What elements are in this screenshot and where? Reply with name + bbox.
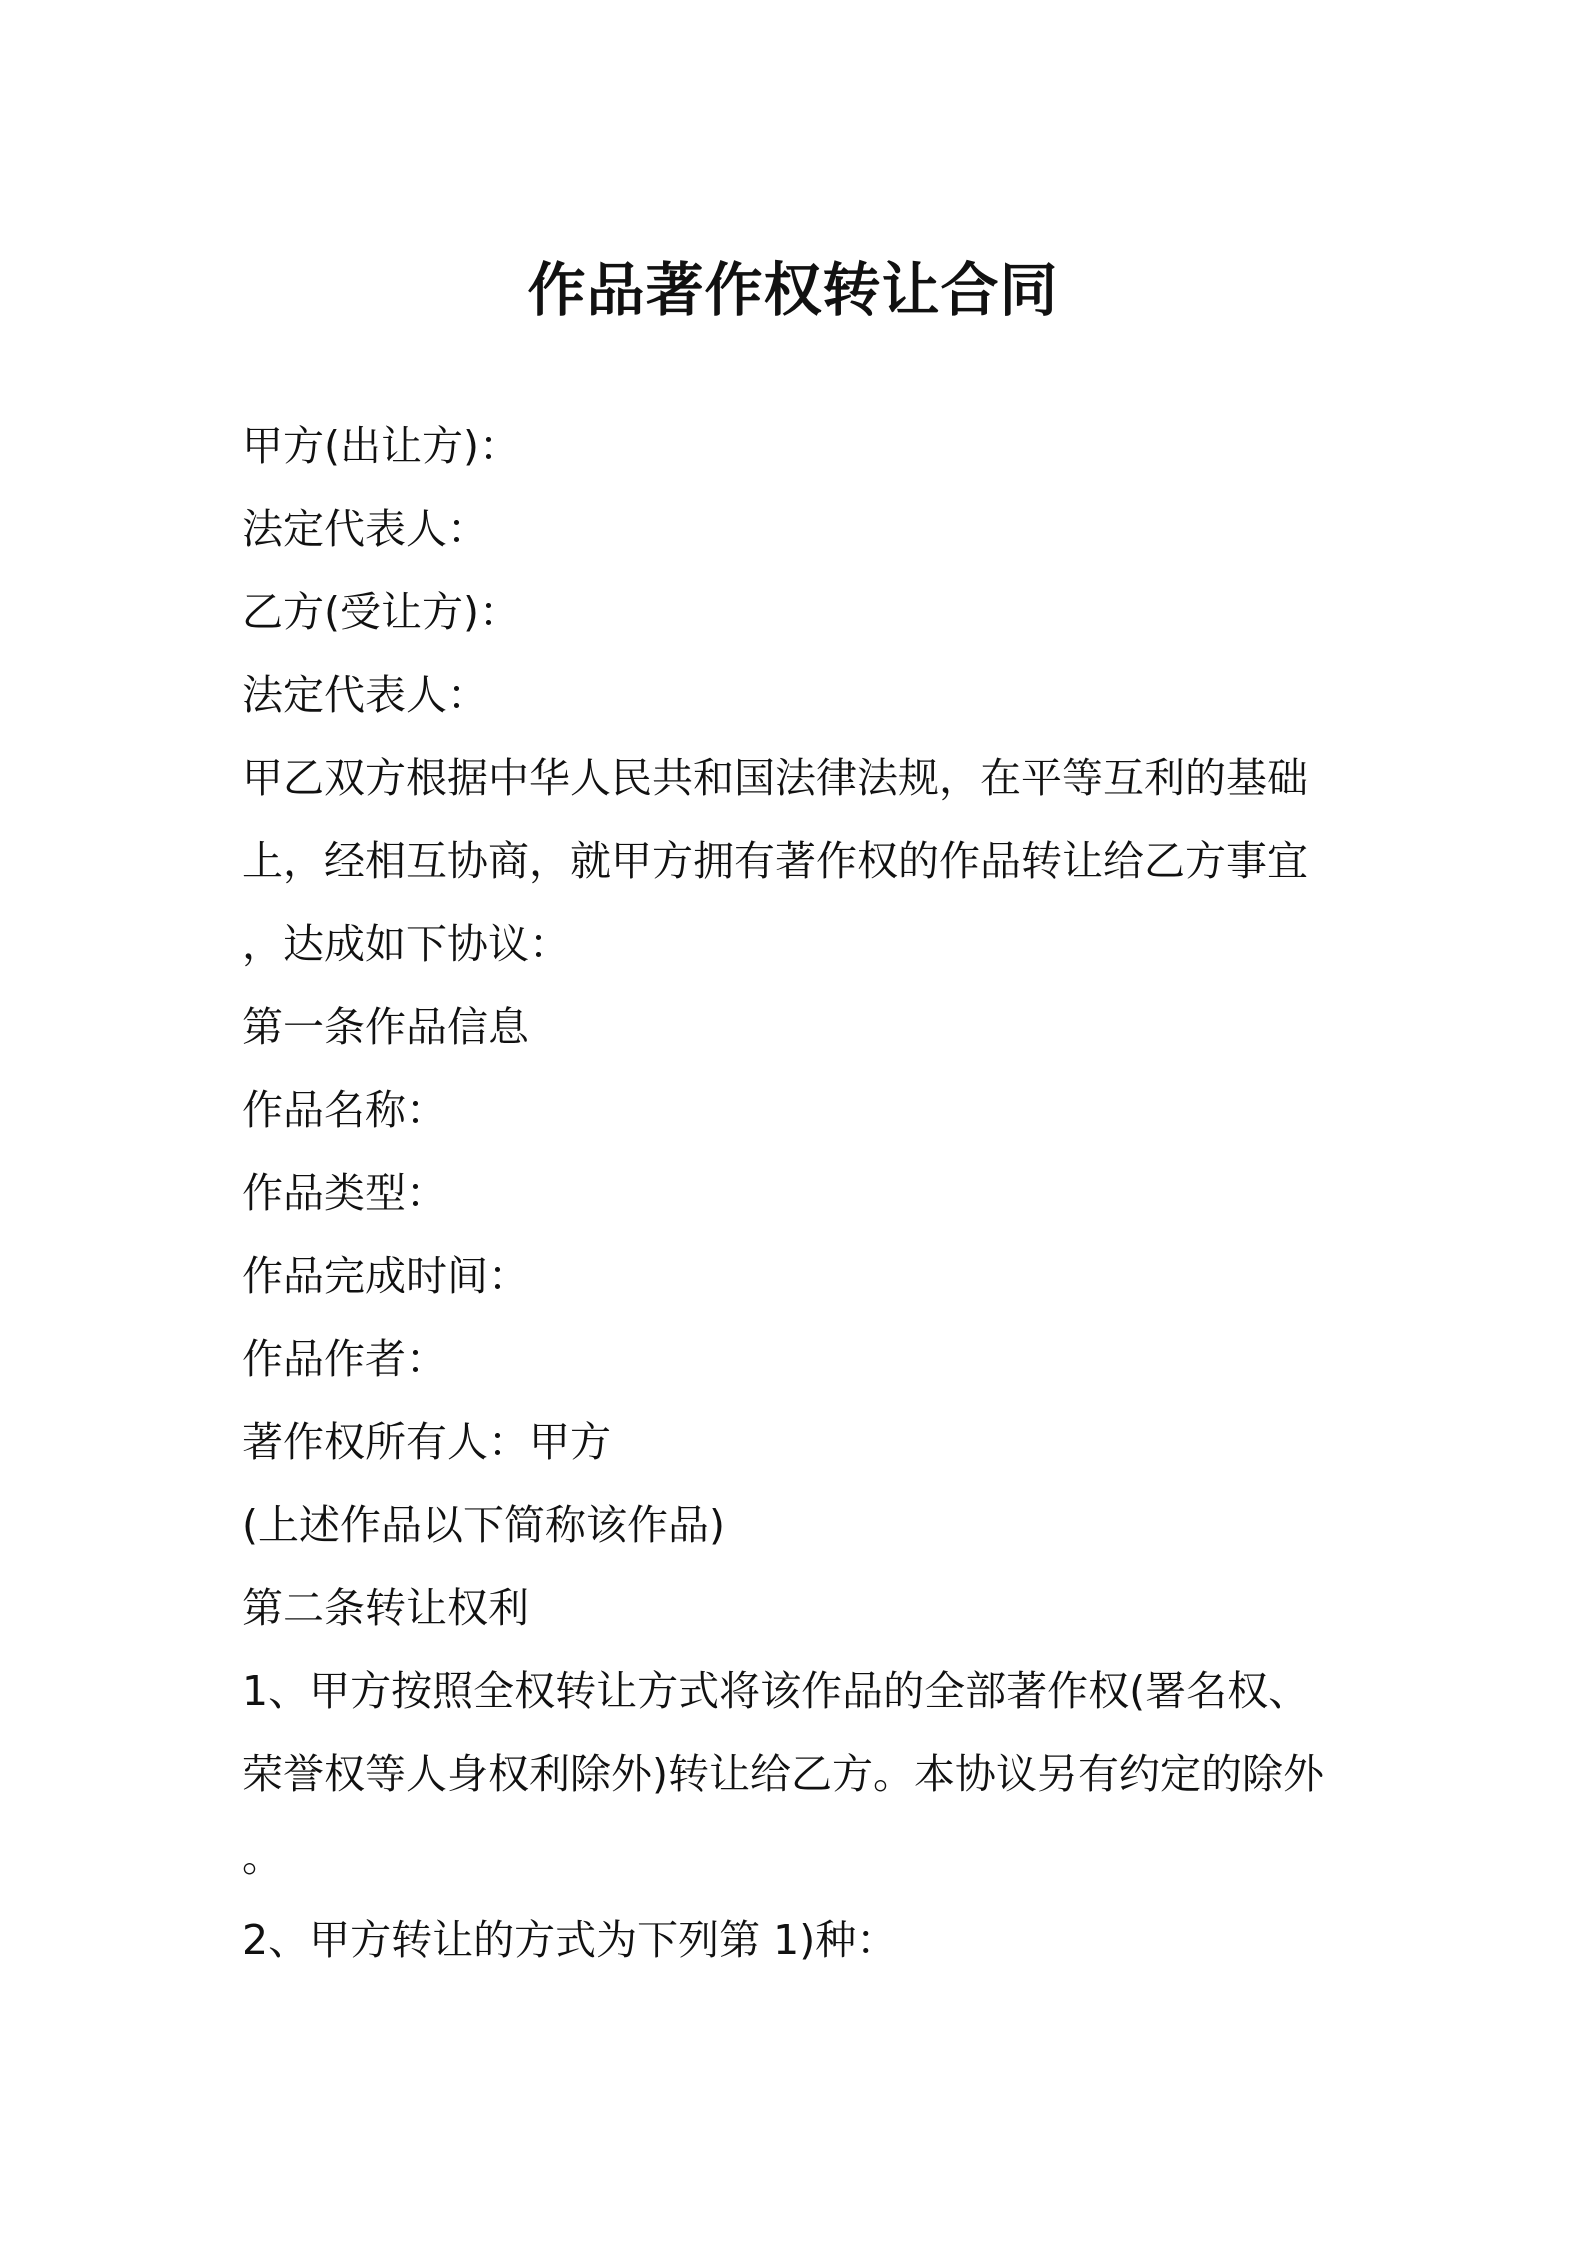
copyright-owner-line: 著作权所有人：甲方 <box>242 1418 611 1466</box>
party-b-line: 乙方(受让方)： <box>242 588 520 636</box>
party-b-representative-line: 法定代表人： <box>242 671 488 719</box>
work-type-line: 作品类型： <box>242 1169 447 1217</box>
preamble-line-2: 上，经相互协商，就甲方拥有著作权的作品转让给乙方事宜 <box>242 837 1308 885</box>
clause-2-2-line: 2、甲方转让的方式为下列第 1)种： <box>242 1916 898 1964</box>
document-body <box>242 405 1362 1982</box>
article-2-heading: 第二条转让权利 <box>242 1584 529 1632</box>
party-a-representative-line: 法定代表人： <box>242 505 488 553</box>
clause-2-1-line-1: 1、甲方按照全权转让方式将该作品的全部著作权(署名权、 <box>242 1667 1310 1715</box>
work-author-line: 作品作者： <box>242 1335 447 1383</box>
preamble-line-3: ，达成如下协议： <box>242 920 570 968</box>
work-name-line: 作品名称： <box>242 1086 447 1134</box>
work-completion-time-line: 作品完成时间： <box>242 1252 529 1300</box>
document-title: 作品著作权转让合同 <box>527 256 1059 324</box>
clause-2-1-line-2: 荣誉权等人身权利除外)转让给乙方。本协议另有约定的除外 <box>242 1750 1324 1798</box>
party-a-line: 甲方(出让方)： <box>242 422 520 470</box>
work-alias-note: (上述作品以下简称该作品) <box>242 1501 725 1549</box>
article-1-heading: 第一条作品信息 <box>242 1003 529 1051</box>
clause-2-1-line-3: 。 <box>242 1833 283 1881</box>
preamble-line-1: 甲乙双方根据中华人民共和国法律法规，在平等互利的基础 <box>242 754 1308 802</box>
